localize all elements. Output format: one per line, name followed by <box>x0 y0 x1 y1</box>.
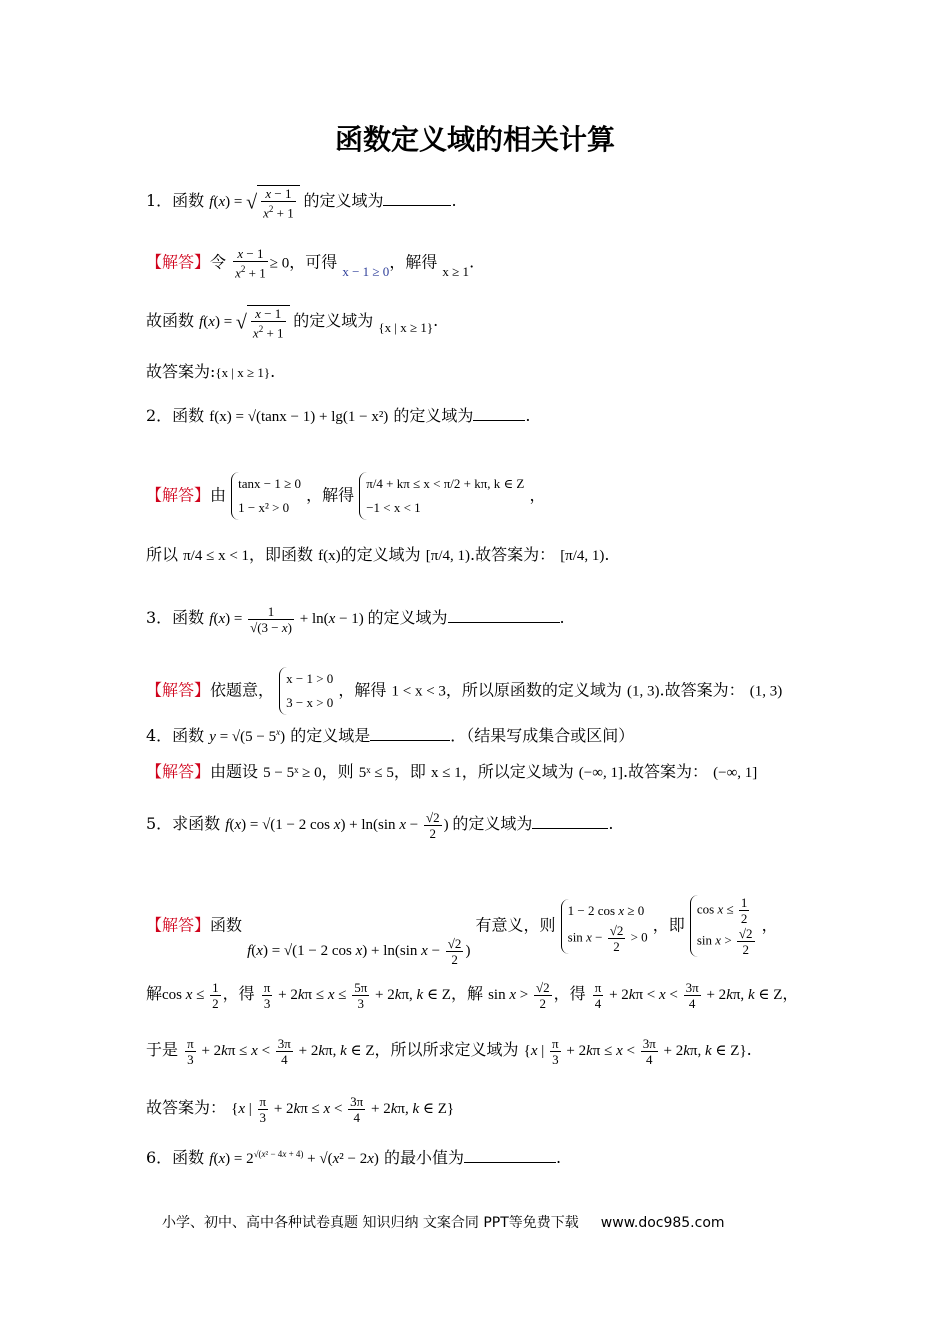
q5-then-c: . <box>746 1039 752 1059</box>
q2-solution <box>146 472 545 520</box>
q1-prefix: 1．函数 <box>146 191 205 211</box>
q3-sol-b: ，解得 <box>338 680 387 700</box>
q5-ans-label: 故答案为： <box>146 1097 227 1117</box>
q2-prefix: 2．函数 <box>146 406 205 425</box>
footer-url[interactable]: www.doc985.com <box>600 1215 725 1231</box>
q3-res: 1 < x < 3 <box>391 683 446 700</box>
q2-sol-c: ， <box>529 485 546 505</box>
q4-tail: 的定义域是 <box>290 726 371 745</box>
q2-concl-e: . <box>604 545 610 564</box>
q4-ans: (−∞, 1] <box>713 765 758 781</box>
answer-label: 【解答】 <box>146 485 211 505</box>
q2-ans-interval: [π/4, 1) <box>560 548 605 564</box>
q2-tail: 的定义域为 <box>393 406 474 425</box>
q3-sol-a: 依题意， <box>210 680 275 700</box>
q4-prefix: 4．函数 <box>146 726 205 745</box>
q2-end: . <box>525 406 531 425</box>
q2-system <box>231 472 301 520</box>
q4-c3: x ≤ 1 <box>430 765 462 781</box>
q2-conclusion <box>146 545 610 566</box>
question-2 <box>146 406 531 427</box>
q1-sol-c: ，解得 <box>389 252 438 272</box>
q2-sys2: 1 − x² > 0 <box>238 500 290 515</box>
q5-formula: f(x) = √(1 − 2 cos x) + ln(sin x − $\frac{√2}{2}$ ) <box>225 810 453 841</box>
q5-step-cos: cos x ≤ $\frac{1}{2}$ <box>162 980 219 1011</box>
q5-step-r1: $\frac{\pi}{3}$ + 2kπ ≤ x ≤ $\frac{5\pi}{3}$ + 2kπ, k ∈ Z <box>263 980 451 1011</box>
q2-result <box>359 472 524 520</box>
q5-step-c: ，解 <box>450 983 483 1003</box>
q1-blank <box>383 191 451 206</box>
q5-sol-d: ， <box>761 915 778 935</box>
q5-step-r2: $\frac{\pi}{4}$ + 2kπ < x < $\frac{3\pi}{4}$ + 2kπ, k ∈ Z <box>594 980 783 1011</box>
q1-sol-a: 令 <box>210 252 227 272</box>
q5-step-e: ， <box>782 983 799 1003</box>
q5-system-2: cos x ≤ $\frac{1}{2}$ sin x > $\frac{√2}{2}$ <box>690 895 757 957</box>
q2-concl-ineq: π/4 ≤ x < 1 <box>183 548 250 564</box>
question-4 <box>146 722 634 747</box>
q3-interval: (1, 3) <box>627 683 660 700</box>
q1-conclusion <box>146 305 438 340</box>
answer-label: 【解答】 <box>146 915 211 935</box>
question-6 <box>146 1144 561 1169</box>
q2-interval: [π/4, 1) <box>425 548 470 564</box>
q6-tail: 的最小值为 <box>383 1148 464 1167</box>
q6-end: . <box>556 1148 562 1167</box>
question-5 <box>146 810 613 841</box>
q6-formula: $f(x) = 2^{√(x^2 - 4x + 4)} + √(x^2 - 2x)$ <box>209 1149 379 1167</box>
q3-solution <box>146 667 782 715</box>
page-title: 函数定义域的相关计算 <box>334 123 615 156</box>
q4-solution <box>146 762 757 783</box>
q2-sol-a: 由 <box>210 485 227 505</box>
q5-step-b: ，得 <box>222 983 255 1003</box>
q2-concl-c: 的定义域为 <box>340 545 421 564</box>
q5-step-a: 解 <box>146 983 163 1003</box>
q5-then-range: $\frac{\pi}{3}$ + 2kπ ≤ x < $\frac{3\pi}{4}$ + 2kπ, k ∈ Z <box>187 1036 375 1067</box>
q5-sol-formula: f(x) = √(1 − 2 cos x) + ln(sin x − $\frac{√2}{2}$ ) <box>247 935 471 967</box>
q3-ans: (1, 3) <box>749 683 783 700</box>
q2-blank <box>473 406 525 421</box>
q5-then-set: {x | $\frac{\pi}{3}$ + 2kπ ≤ x < $\frac{3\pi}{4}$ + 2kπ, k ∈ Z} <box>523 1036 747 1067</box>
q2-fx: f(x) <box>318 548 341 564</box>
question-3 <box>146 604 565 635</box>
q5-then-b: ，所以所求定义域为 <box>374 1039 519 1059</box>
q5-answer <box>146 1094 454 1125</box>
q1-concl-c: . <box>433 311 439 331</box>
q5-solution <box>146 895 778 967</box>
footer-text: 小学、初中、高中各种试卷真题 知识归纳 文案合同 PPT等免费下载 <box>162 1215 579 1231</box>
q1-formula: f(x) = √ $\frac{x - 1}{x^2 + 1}$ <box>209 194 303 210</box>
answer-label: 【解答】 <box>146 680 211 700</box>
q2-concl-b: ，即函数 <box>249 545 314 564</box>
answer-label: 【解答】 <box>146 762 211 781</box>
q3-blank <box>448 608 560 623</box>
q5-sol-a: 函数 <box>210 915 243 935</box>
q1-ans-set: {x | x ≥ 1} <box>215 365 271 380</box>
q1-set: {x | x ≥ 1} <box>378 320 434 336</box>
q4-sol-e: .故答案为： <box>622 762 709 781</box>
q1-ans-end: . <box>270 362 276 381</box>
q1-sol-d: . <box>469 252 475 272</box>
q1-answer <box>146 362 275 383</box>
q4-end: ．（结果写成集合或区间） <box>450 726 635 745</box>
q3-sol-d: .故答案为： <box>659 680 745 700</box>
q1-ans-label: 故答案为: <box>146 362 216 381</box>
q3-sys2: 3 − x > 0 <box>286 695 334 710</box>
q5-ans-set: {x | $\frac{\pi}{3}$ + 2kπ ≤ x < $\frac{3\pi}{4}$ + 2kπ, k ∈ Z} <box>231 1094 455 1125</box>
q6-prefix: 6．函数 <box>146 1148 205 1167</box>
q4-blank <box>370 726 450 741</box>
q5-system: 1 − 2 cos x ≥ 0 sin x − $\frac{√2}{2}$ > 0 <box>561 899 648 954</box>
q5-sol-b: 有意义，则 <box>475 915 556 935</box>
answer-label: 【解答】 <box>146 252 211 272</box>
q4-sol-d: ，所以定义域为 <box>461 762 574 781</box>
q4-formula: $y = √(5 - 5^x)$ <box>209 727 286 745</box>
q1-concl-a: 故函数 <box>146 311 195 331</box>
q5-then <box>146 1036 752 1067</box>
q5-tail: 的定义域为 <box>452 813 533 833</box>
q5-prefix: 5．求函数 <box>146 813 221 833</box>
q5-end: . <box>608 813 614 833</box>
q1-cond: x − 1 ≥ 0 <box>342 263 390 279</box>
q4-sol-b: ，则 <box>321 762 354 781</box>
q2-concl-d: .故答案为： <box>470 545 556 564</box>
q4-c2: 5ˣ ≤ 5 <box>358 765 394 781</box>
q5-blank <box>532 814 608 829</box>
q5-then-a: 于是 <box>146 1039 179 1059</box>
q1-sol-b: ，可得 <box>289 252 338 272</box>
q3-system <box>279 667 333 715</box>
q3-tail: 的定义域为 <box>367 607 448 627</box>
question-1 <box>146 185 457 220</box>
q1-concl-b: 的定义域为 <box>293 311 374 331</box>
q4-c1: 5 − 5ˣ ≥ 0 <box>263 765 322 781</box>
q5-steps <box>146 980 798 1011</box>
q2-r1: π/4 + kπ ≤ x < π/2 + kπ, k ∈ Z <box>366 476 525 491</box>
q3-prefix: 3．函数 <box>146 607 205 627</box>
q5-sol-c: ，即 <box>652 915 685 935</box>
q5-step-sin: sin x > $\frac{√2}{2}$ <box>488 980 550 1011</box>
q1-sol-frac: $\frac{x - 1}{x^2 + 1}$ <box>235 246 266 281</box>
q4-interval: (−∞, 1] <box>578 765 623 781</box>
q4-sol-a: 由题设 <box>210 762 259 781</box>
q3-sol-c: ，所以原函数的定义域为 <box>445 680 622 700</box>
q2-concl-a: 所以 <box>146 545 179 564</box>
q4-sol-c: ，即 <box>393 762 426 781</box>
q1-res: x ≥ 1 <box>442 263 470 279</box>
q1-concl-formula: f(x) = √ $\frac{x - 1}{x^2 + 1}$ <box>199 314 293 330</box>
q2-r2: −1 < x < 1 <box>366 500 421 515</box>
q5-step-d: ，得 <box>553 983 586 1003</box>
q2-sol-b: ，解得 <box>306 485 355 505</box>
q1-solution <box>146 246 474 280</box>
q2-sys1: tanx − 1 ≥ 0 <box>238 476 301 491</box>
q1-sol-ge: ≥ 0 <box>269 255 290 272</box>
q3-sys1: x − 1 > 0 <box>286 671 334 686</box>
footer <box>162 1212 725 1232</box>
q1-end: . <box>451 191 457 211</box>
q6-blank <box>464 1148 556 1163</box>
q3-end: . <box>559 607 565 627</box>
q1-tail: 的定义域为 <box>303 191 384 211</box>
q2-expr: f(x) = √(tanx − 1) + lg(1 − x²) <box>209 409 389 425</box>
q3-formula: f(x) = $\frac{1}{√(3 - x)}$ + ln(x − 1) <box>209 604 368 635</box>
